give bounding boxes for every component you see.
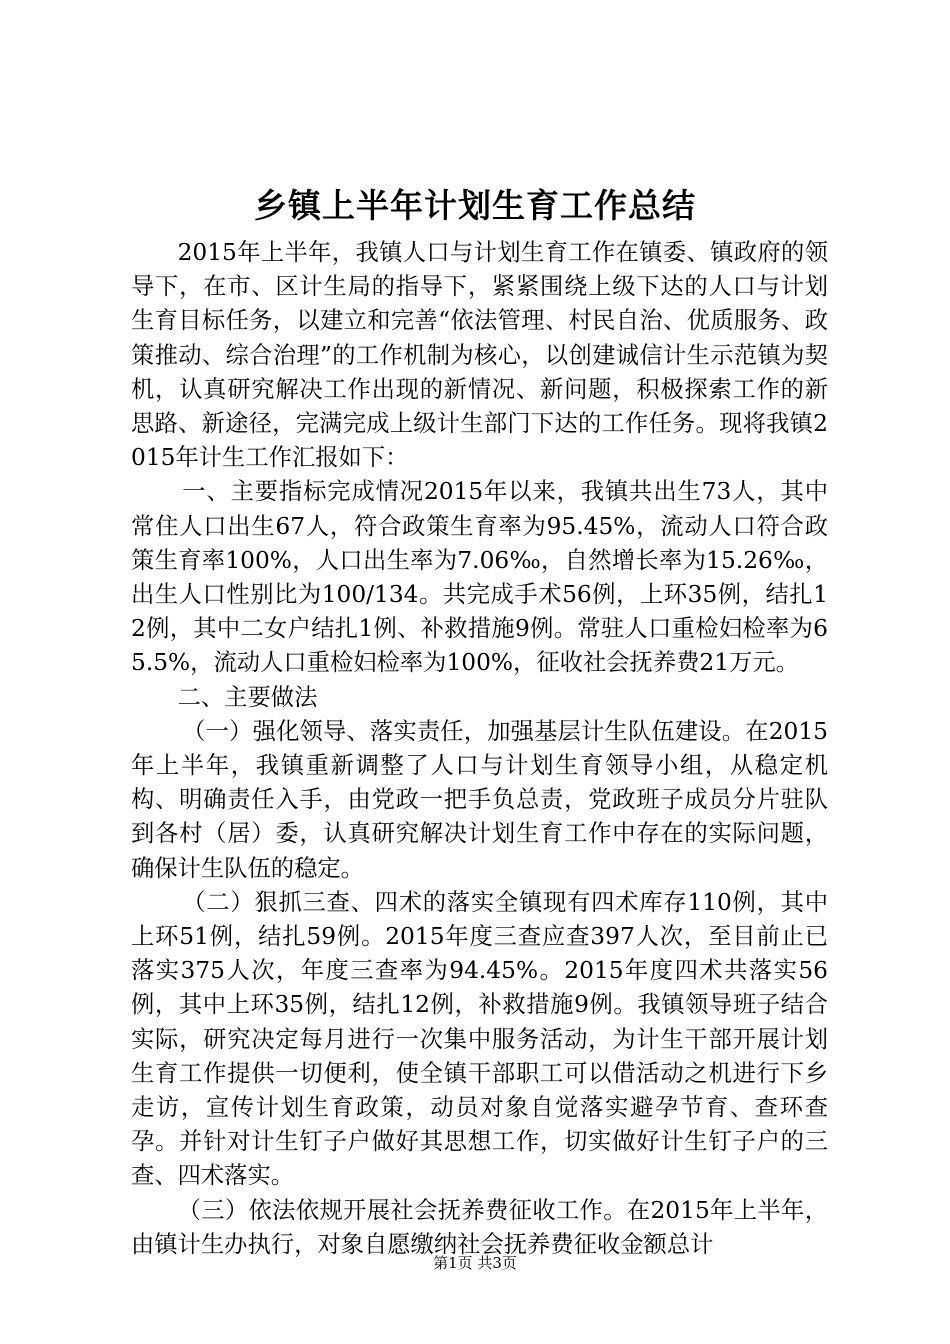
paragraph-checks: （二）狠抓三查、四术的落实全镇现有四术库存110例，其中上环51例，结扎59例。2015年度三查应查397人次，至目前止已落实375人次，年度三查率为94.45%。2015年度四术共落实56例，其中上环35例，结扎12例，补救措施9例。我镇领导班子结合实际，研究决定每月进行一次集中服务活动，为计生干部开展计划生育工作提供一切便利，使全镇干部职工可以借活动之机进行下乡走访，宣传计划生育政策，动员对象自觉落实避孕节育、查环查孕。并针对计生钉子户做好其思想工作，切实做好计生钉子户的三查、四术落实。 [131, 888, 828, 1190]
paragraph-section-heading: 二、主要做法 [177, 683, 318, 711]
paragraph-intro: 2015年上半年，我镇人口与计划生育工作在镇委、镇政府的领导下，在市、区计生局的指导下，紧紧围绕上级下达的人口与计划生育目标任务，以建立和完善“依法管理、村民自治、优质服务、政策推动、综合治理”的工作机制为核心，以创建诚信计生示范镇为契机，认真研究解决工作出现的新情况、新问题，积极探索工作的新思路、新途径，完满完成上级计生部门下达的工作任务。现将我镇2015年计生工作汇报如下： [131, 239, 828, 472]
document-title: 乡镇上半年计划生育工作总结 [254, 186, 696, 225]
paragraph-leadership: （一）强化领导、落实责任，加强基层计生队伍建设。在2015年上半年，我镇重新调整了人口与计划生育领导小组，从稳定机构、明确责任入手，由党政一把手负总责，党政班子成员分片驻队到各村（居）委，认真研究解决计划生育工作中存在的实际问题，确保计生队伍的稳定。 [131, 717, 828, 882]
paragraph-fees: （三）依法依规开展社会抚养费征收工作。在2015年上半年，由镇计生办执行，对象自愿缴纳社会抚养费征收金额总计 [131, 1196, 828, 1258]
document-body [131, 236, 828, 1262]
paragraph-main-indicators: 一、主要指标完成情况2015年以来，我镇共出生73人，其中常住人口出生67人，符合政策生育率为95.45%，流动人口符合政策生育率100%，人口出生率为7.06‰，自然增长率为15.26‰，出生人口性别比为100/134。共完成手术56例，上环35例，结扎12例，其中二女户结扎1例、补救措施9例。常驻人口重检妇检率为65.5%，流动人口重检妇检率为100%，征收社会抚养费21万元。 [131, 478, 828, 677]
page-footer: 第1页 共3页 [433, 1254, 517, 1272]
